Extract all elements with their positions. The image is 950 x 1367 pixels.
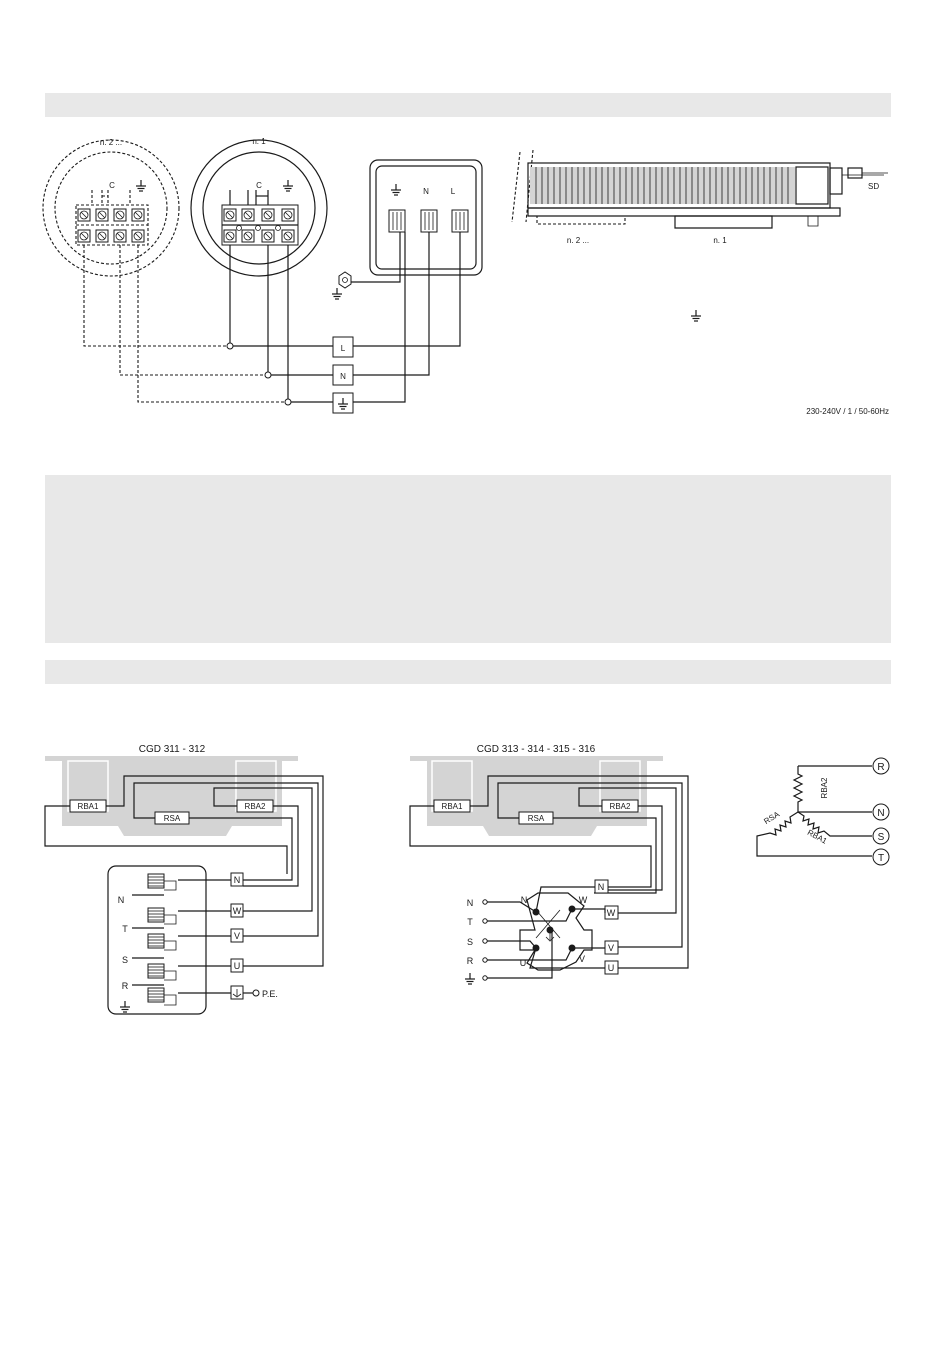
phase-r-label-2: R: [466, 956, 474, 966]
ground-stud: [332, 232, 400, 299]
pe-label: P.E.: [262, 989, 278, 999]
phase-r-label: R: [121, 981, 129, 991]
terminal-w-label: W: [232, 906, 242, 916]
earth-icon: [283, 180, 293, 191]
star-label-rsa: RSA: [762, 809, 782, 827]
box-label-l: L: [450, 187, 456, 196]
terminal-n-label-2: N: [597, 882, 605, 892]
capacitor-label-n1: C: [256, 181, 262, 190]
phase-n-label: N: [117, 895, 125, 905]
resistor-icon: [794, 766, 802, 812]
earth-icon: [546, 933, 554, 941]
terminal-v-label: V: [233, 931, 241, 941]
block-label-n: N: [520, 895, 528, 905]
earth-icon: [691, 310, 701, 321]
phase-t-label-2: T: [467, 917, 473, 927]
box-label-n: N: [423, 187, 429, 196]
block-label-u: U: [519, 958, 527, 968]
phase-n-label-2: N: [466, 898, 474, 908]
star-node-n: N: [877, 808, 885, 819]
terminal-w-label-2: W: [606, 908, 616, 918]
phase-s-label: S: [121, 955, 129, 965]
phase-s-label-2: S: [466, 937, 474, 947]
earth-icon: [332, 288, 342, 299]
star-node-s: S: [877, 832, 885, 843]
motor-terminal-n1: [191, 137, 327, 276]
voltage-note: 230-240V / 1 / 50-60Hz: [806, 407, 889, 416]
heater-diagram-cgd-311-312: [45, 744, 323, 1014]
star-node-r: R: [877, 762, 885, 773]
heater-title-313: CGD 313 - 314 - 315 - 316: [476, 744, 596, 755]
terminal-u-label-2: U: [607, 963, 615, 973]
resistor-rba2-label-2: RBA2: [609, 802, 631, 811]
earth-icon: [465, 973, 475, 984]
unit-side-view: [512, 150, 888, 321]
terminal-u-label: U: [233, 961, 241, 971]
motor-terminal-n2: [43, 138, 179, 276]
junction-box: [370, 160, 482, 275]
heater-diagram-cgd-313-316: [410, 744, 688, 984]
earth-icon: [391, 184, 401, 195]
supply-terminal-n-label: N: [340, 372, 346, 381]
resistor-rsa-label-2: RSA: [527, 814, 545, 823]
terminal-n-label: N: [233, 875, 241, 885]
earth-icon: [136, 180, 146, 191]
heater-title-311: CGD 311 - 312: [138, 744, 206, 755]
star-label-rba1: RBA1: [805, 827, 829, 846]
terminal-v-label-2: V: [607, 943, 615, 953]
block-label-w: W: [578, 895, 588, 905]
supply-wiring: [84, 232, 460, 413]
terminal-rail: [132, 874, 176, 1005]
block-label-v: V: [578, 954, 586, 964]
star-node-t: T: [877, 853, 885, 864]
sd-label: SD: [868, 182, 880, 191]
supply-terminal-l-label: L: [340, 344, 346, 353]
motor-label-n1: n. 1: [252, 137, 266, 146]
resistor-rba1-label-2: RBA1: [441, 802, 463, 811]
resistor-rba2-label: RBA2: [244, 802, 266, 811]
capacitor-label-n2: C: [109, 181, 115, 190]
resistor-rsa-label: RSA: [163, 814, 181, 823]
unit-label-n2: n. 2 ...: [566, 236, 590, 245]
star-connection-diagram: [757, 758, 889, 865]
phase-t-label: T: [122, 924, 128, 934]
star-label-rba2: RBA2: [820, 777, 829, 799]
motor-label-n2: n. 2 ...: [99, 138, 123, 147]
unit-label-n1: n. 1: [713, 236, 727, 245]
earth-icon: [120, 1001, 130, 1012]
resistor-rba1-label: RBA1: [77, 802, 99, 811]
